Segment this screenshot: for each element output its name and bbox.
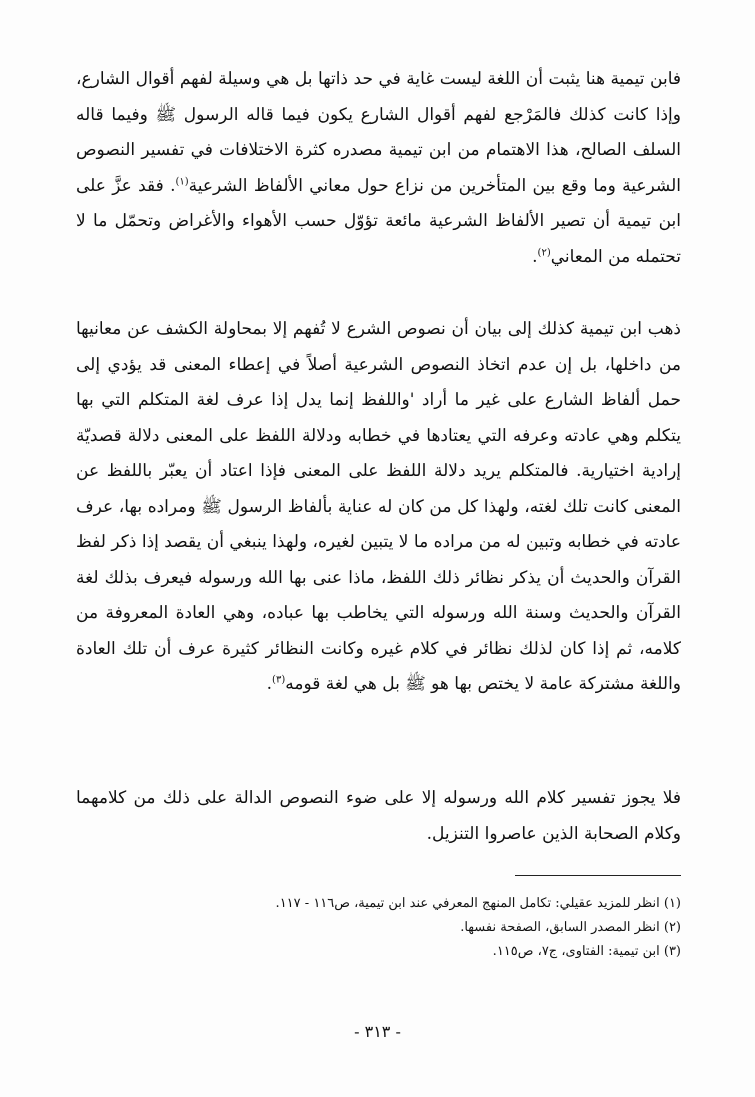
paragraph-1 — [76, 62, 681, 275]
footnote-divider — [515, 875, 681, 876]
paragraph-3 — [76, 781, 681, 852]
footnotes — [150, 892, 681, 964]
paragraph-2-text: ذهب ابن تيمية كذلك إلى بيان أن نصوص الشرع لا تُفهم إلا بمحاولة الكشف عن معانيها من داخلها، بل إن عدم اتخاذ النصوص الشرعية أصلاً في إعطاء المعنى قد يؤدي إلى حمل ألفاظ الشارع على غير ما أراد 'واللفظ إنما يدل إذا عرف لغة المتكلم التي بها يتكلم وهي عادته وعرفه التي يعتادها في خطابه ودلالة اللفظ على المعنى دلالة قصديّة إرادية اختيارية. فالمتكلم يريد دلالة اللفظ على المعنى فإذا اعتاد أن يعبّر باللفظ عن المعنى كانت تلك لغته، ولهذا كل من كان له عناية بألفاظ الرسول ﷺ ومراده بها، عرف عادته في خطابه وتبين له من مراده ما لا يتبين لغيره، ولهذا ينبغي أن يقصد إذا ذكر لفظ القرآن والحديث أن يذكر نظائر ذلك اللفظ، ماذا عنى بها الله ورسوله فيعرف بذلك لغة القرآن والحديث وسنة الله ورسوله التي يخاطب بها عباده، وهي العادة المعروفة من كلامه، ثم إذا كان لذلك نظائر في كلام غيره وكانت النظائر كثيرة عرف أن تلك العادة واللغة مشتركة عامة لا يختص بها هو ﷺ بل هي لغة قومه — [76, 319, 681, 694]
footnote-1: (١) انظر للمزيد عقيلي: تكامل المنهج المعرفي عند ابن تيمية، ص١١٦ - ١١٧. — [275, 896, 681, 911]
paragraph-2 — [76, 312, 681, 703]
paragraph-1-text: فابن تيمية هنا يثبت أن اللغة ليست غاية في حد ذاتها بل هي وسيلة لفهم أقوال الشارع، وإذا كانت كذلك فالمَرْجع لفهم أقوال الشارع يكون فيما قاله الرسول ﷺ وفيما قاله السلف الصالح، هذا الاهتمام من ابن تيمية مصدره كثرة الاختلافات في تفسير النصوص الشرعية وما وقع بين المتأخرين من نزاع حول معاني الألفاظ الشرعية — [76, 69, 681, 196]
footnote-ref-2: (٢) — [537, 246, 551, 258]
footnote-3: (٣) ابن تيمية: الفتاوى، ج٧، ص١١٥. — [492, 944, 681, 959]
paragraph-3-text: فلا يجوز تفسير كلام الله ورسوله إلا على ضوء النصوص الدالة على ذلك من كلامهما وكلام الصحابة الذين عاصروا التنزيل. — [76, 788, 681, 844]
paragraph-2-text-b: . — [266, 674, 273, 694]
paragraph-1-text-b: . فقد عزَّ على ابن تيمية أن تصير الألفاظ الشرعية مائعة تؤوّل حسب الأهواء والأغراض وتحمّل ما لا تحتمله من المعاني — [76, 175, 681, 267]
page-number: - ٣١٣ - — [354, 1022, 401, 1041]
footnote-ref-1: (١) — [175, 175, 189, 187]
footnote-ref-3: (٣) — [272, 674, 286, 686]
footnote-2: (٢) انظر المصدر السابق، الصفحة نفسها. — [460, 920, 681, 935]
paragraph-1-text-c: . — [532, 246, 538, 267]
